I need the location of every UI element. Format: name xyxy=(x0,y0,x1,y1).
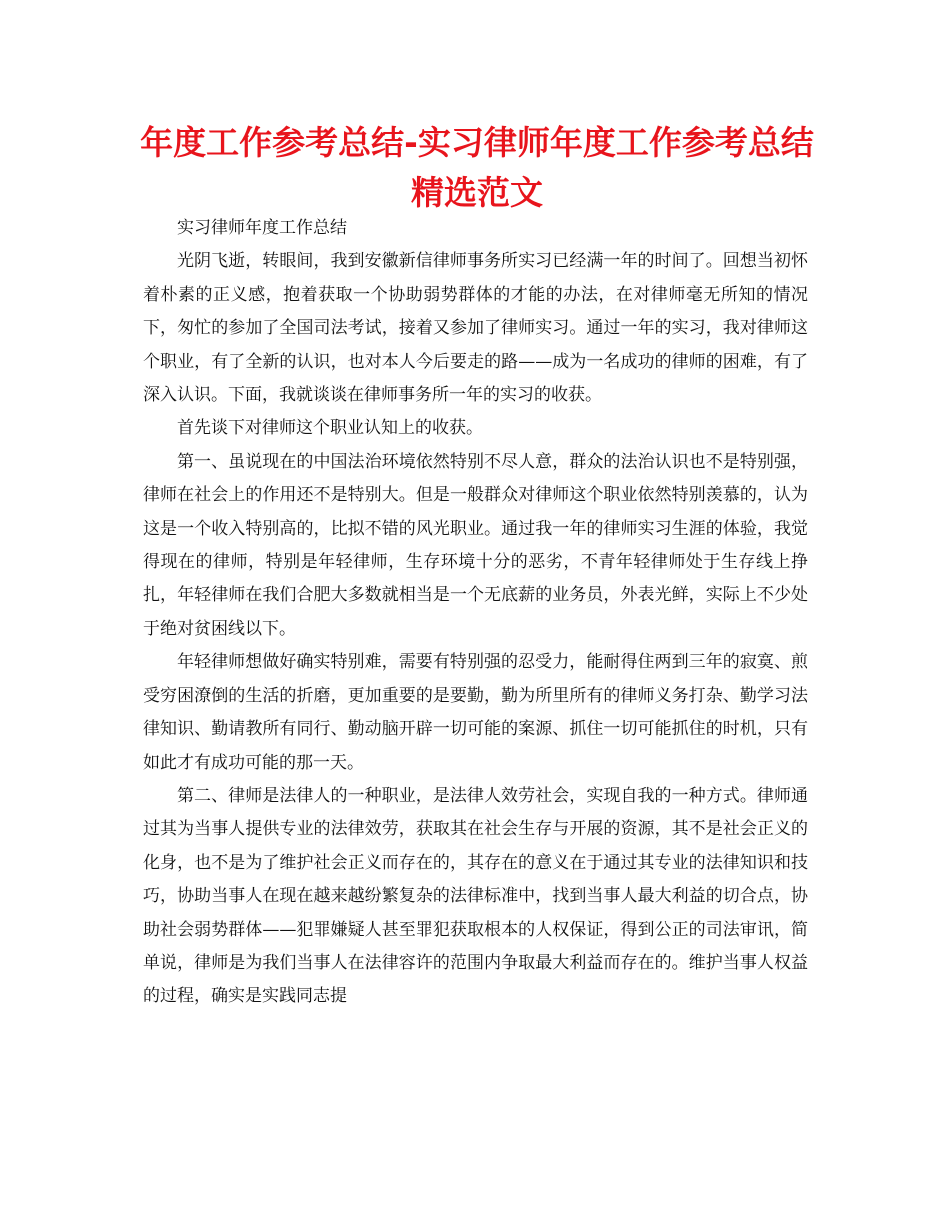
paragraph-second-point: 第二、律师是法律人的一种职业，是法律人效劳社会，实现自我的一种方式。律师通过其为当事人提供专业的法律效劳，获取其在社会生存与开展的资源，其不是社会正义的化身，也不是为了维护社会正义而存在的，其存在的意义在于通过其专业的法律知识和技巧，协助当事人在现在越来越纷繁复杂的法律标准中，找到当事人最大利益的切合点，协助社会弱势群体——犯罪嫌疑人甚至罪犯获取根本的人权保证，得到公正的司法审讯，简单说，律师是为我们当事人在法律容许的范围内争取最大利益而存在的。维护当事人权益的过程，确实是实践同志提 xyxy=(143,785,808,1007)
paragraph-intro: 光阴飞逝，转眼间，我到安徽新信律师事务所实习已经满一年的时间了。回想当初怀着朴素的正义感，抱着获取一个协助弱势群体的才能的办法，在对律师毫无所知的情况下，匆忙的参加了全国司法考试，接着又参加了律师实习。通过一年的实习，我对律师这个职业，有了全新的认识，也对本人今后要走的路——成为一名成功的律师的困难，有了深入认识。下面，我就谈谈在律师事务所一年的实习的收获。 xyxy=(143,251,808,406)
document-title: 年度工作参考总结-实习律师年度工作参考总结精选范文 xyxy=(140,123,814,212)
paragraph-heading: 首先谈下对律师这个职业认知上的收获。 xyxy=(177,418,483,439)
document-body xyxy=(143,212,808,1014)
paragraph-young-lawyers: 年轻律师想做好确实特别难，需要有特别强的忍受力，能耐得住两到三年的寂寞、煎受穷困潦倒的生活的折磨，更加重要的是要勤，勤为所里所有的律师义务打杂、勤学习法律知识、勤请教所有同行、勤动脑开辟一切可能的案源、抓住一切可能抓住的时机，只有如此才有成功可能的那一天。 xyxy=(143,652,808,773)
paragraph-subtitle: 实习律师年度工作总结 xyxy=(177,218,347,238)
paragraph-first-point: 第一、虽说现在的中国法治环境依然特别不尽人意，群众的法治认识也不是特别强，律师在社会上的作用还不是特别大。但是一般群众对律师这个职业依然特别羡慕的，认为这是一个收入特别高的，比拟不错的风光职业。通过我一年的律师实习生涯的体验，我觉得现在的律师，特别是年轻律师，生存环境十分的恶劣，不青年轻律师处于生存线上挣扎，年轻律师在我们合肥大多数就相当是一个无底薪的业务员，外表光鲜，实际上不少处于绝对贫困线以下。 xyxy=(143,451,808,639)
